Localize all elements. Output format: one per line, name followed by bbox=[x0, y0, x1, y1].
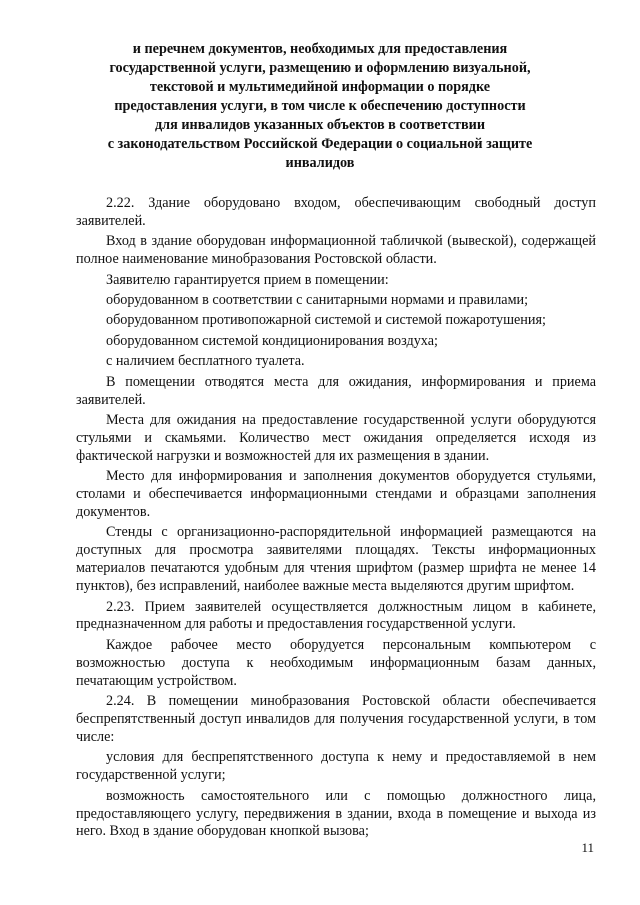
paragraph: Место для информирования и заполнения документов оборудуется стульями, столами и обеспечивается информационными стендами и образцами заполнения документов. bbox=[76, 468, 596, 520]
list-item: условия для беспрепятственного доступа к нему и предоставляемой в нем государственной услуги; bbox=[76, 749, 596, 784]
page-number: 11 bbox=[581, 840, 594, 855]
list-item: оборудованном в соответствии с санитарными нормами и правилами; bbox=[106, 292, 529, 309]
heading-line: с законодательством Российской Федерации о социальной защите bbox=[107, 136, 533, 152]
list-item: оборудованном противопожарной системой и системой пожаротушения; bbox=[106, 312, 546, 329]
list-item: возможность самостоятельного или с помощью должностного лица, предоставляющего услугу, передвижения в здании, входа в помещение и выхода из него. Вход в здание оборудован кнопкой вызова; bbox=[76, 787, 596, 840]
paragraph: Вход в здание оборудован информационной табличкой (вывеской), содержащей полное наименование минобразования Ростовской области. bbox=[76, 233, 596, 268]
heading-line: текстовой и мультимедийной информации о порядке bbox=[149, 79, 491, 95]
heading-line: инвалидов bbox=[285, 155, 355, 171]
heading-line: и перечнем документов, необходимых для предоставления bbox=[132, 41, 508, 57]
paragraph-2-23: 2.23. Прием заявителей осуществляется должностным лицом в кабинете, предназначенном для работы и предоставления государственной услуги. bbox=[76, 598, 596, 633]
paragraph: Места для ожидания на предоставление государственной услуги оборудуются стульями и скамьями. Количество мест ожидания определяется исходя из фактической нагрузки и возможностей для их размещения в здании. bbox=[76, 411, 596, 464]
paragraph-2-22: 2.22. Здание оборудовано входом, обеспечивающим свободный доступ заявителей. bbox=[76, 195, 596, 229]
heading-line: государственной услуги, размещению и оформлению визуальной, bbox=[109, 60, 531, 76]
paragraph-2-24: 2.24. В помещении минобразования Ростовской области обеспечивается беспрепятственный доступ инвалидов для получения государственной услуги, в том числе: bbox=[76, 693, 596, 745]
document-body bbox=[76, 195, 596, 844]
paragraph: В помещении отводятся места для ожидания, информирования и приема заявителей. bbox=[76, 373, 596, 408]
section-heading bbox=[70, 40, 570, 173]
paragraph: Стенды с организационно-распорядительной информацией размещаются на доступных для просмотра заявителями площадях. Тексты информационных материалов печатаются удобным для чтения шрифтом (размер шрифта не менее 14 пунктов), без исправлений, наиболее важные места выделяются другим шрифтом. bbox=[76, 524, 596, 595]
heading-line: для инвалидов указанных объектов в соответствии bbox=[154, 117, 486, 133]
paragraph: Заявителю гарантируется прием в помещении: bbox=[106, 271, 389, 288]
list-item: с наличием бесплатного туалета. bbox=[106, 353, 305, 370]
list-item: оборудованном системой кондиционирования воздуха; bbox=[106, 332, 438, 349]
heading-line: предоставления услуги, в том числе к обеспечению доступности bbox=[114, 98, 526, 114]
paragraph: Каждое рабочее место оборудуется персональным компьютером с возможностью доступа к необходимым информационным базам данных, печатающим устройством. bbox=[76, 636, 596, 689]
